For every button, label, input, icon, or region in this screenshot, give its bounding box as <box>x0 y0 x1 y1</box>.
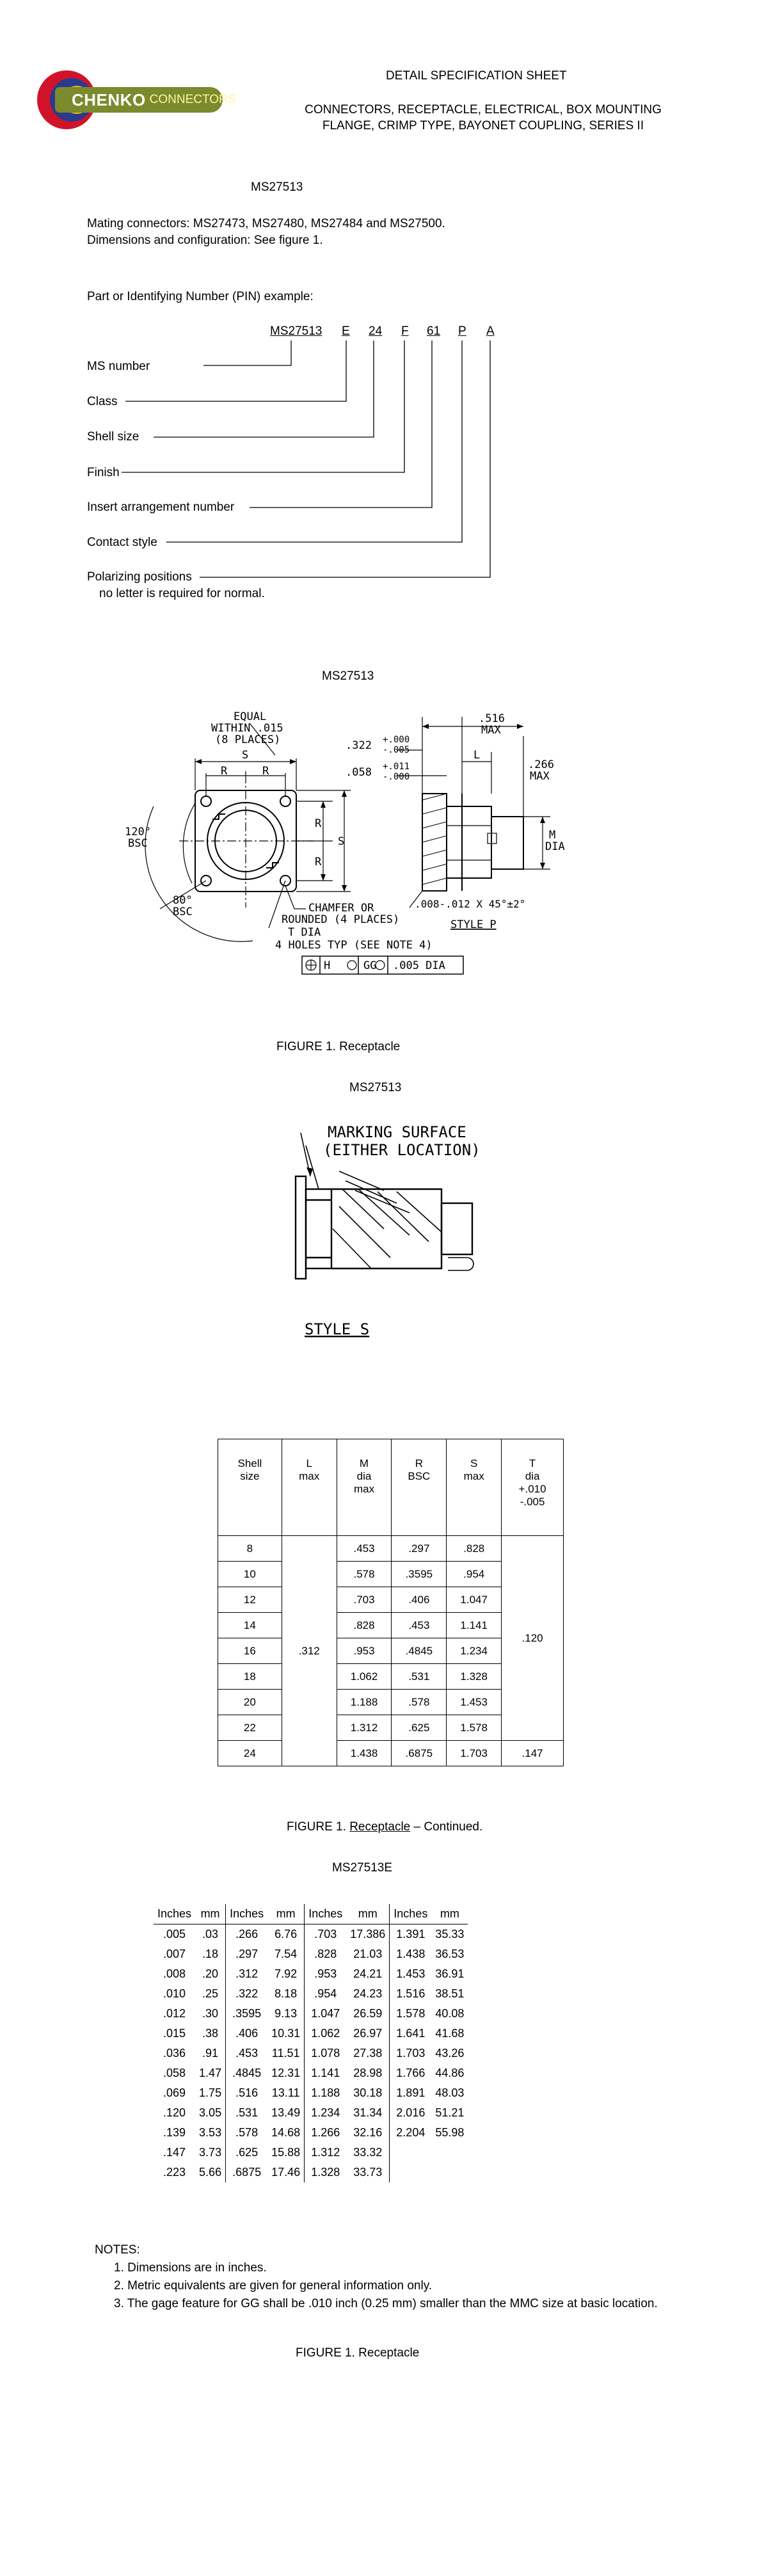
conversion-cell: 1.766 <box>390 2063 432 2083</box>
deg80-text: 80° <box>173 894 193 907</box>
pin-heading: Part or Identifying Number (PIN) example: <box>87 290 314 303</box>
conversion-cell: 1.891 <box>390 2083 432 2103</box>
final-caption: FIGURE 1. Receptacle <box>296 2346 420 2360</box>
conversion-cell: .625 <box>226 2143 268 2163</box>
title-line-1: CONNECTORS, RECEPTACLE, ELECTRICAL, BOX MOUNTING <box>305 103 662 116</box>
max2-text: MAX <box>530 770 550 783</box>
table-row: 12 .703 .406 1.047 <box>218 1587 564 1613</box>
r-right-text: R <box>262 765 269 778</box>
conversion-cell: 1.266 <box>305 2123 347 2143</box>
header-s: S max <box>447 1439 502 1536</box>
conversion-cell: 1.47 <box>199 2067 222 2079</box>
fc-h-text: H <box>324 959 331 972</box>
label-contact-style: Contact style <box>87 536 157 549</box>
conversion-cell: 30.18 <box>353 2086 383 2099</box>
conversion-cell: 1.453 <box>390 1964 432 1984</box>
conversion-cell: .015 <box>163 2027 186 2040</box>
conversion-cell: 33.73 <box>353 2166 383 2179</box>
conversion-cell: 13.11 <box>271 2086 300 2099</box>
pin-class: E <box>342 324 350 338</box>
tol-322a: +.000 <box>383 735 410 745</box>
conversion-cell: 26.97 <box>353 2027 383 2040</box>
table-row <box>154 2063 468 2083</box>
title-line-2: FLANGE, CRIMP TYPE, BAYONET COUPLING, SERIES II <box>322 119 644 132</box>
conversion-cell: 1.047 <box>305 2004 347 2024</box>
conversion-cell: .406 <box>226 2024 268 2044</box>
tol-322b: -.005 <box>383 745 410 755</box>
note-2: 2. Metric equivalents are given for general information only. <box>114 2279 433 2292</box>
conversion-cell: 35.33 <box>435 1928 465 1940</box>
conversion-cell: 1.141 <box>305 2063 347 2083</box>
bsc2-text: BSC <box>173 906 193 918</box>
table-row: 22 1.312 .625 1.578 <box>218 1715 564 1741</box>
conversion-cell: .38 <box>202 2027 219 2040</box>
conversion-cell: .069 <box>163 2086 186 2099</box>
table-row <box>154 2024 468 2044</box>
tol-058b: -.000 <box>383 772 410 782</box>
places-text: (8 PLACES) <box>215 733 281 746</box>
dim-266-text: .266 <box>528 758 554 771</box>
conversion-cell: 13.49 <box>271 2106 301 2119</box>
table-row <box>154 1924 468 1945</box>
header-t: T dia +.010 -.005 <box>502 1439 564 1536</box>
conversion-cell: .578 <box>226 2123 268 2143</box>
tdia-text: T DIA <box>288 926 321 939</box>
conversion-cell: 1.703 <box>390 2044 432 2063</box>
table-row: 24 1.438 .6875 1.703 .147 <box>218 1741 564 1766</box>
r-left-text: R <box>221 765 228 778</box>
conversion-cell: 1.391 <box>390 1924 432 1945</box>
dia-text: DIA <box>545 840 565 853</box>
shell-table-header-row <box>218 1439 564 1536</box>
max1-text: MAX <box>481 724 501 737</box>
conversion-cell: 36.91 <box>435 1967 465 1980</box>
conversion-header-row: Inches mm Inches mm Inches mm Inches mm <box>154 1904 468 1924</box>
dimensions-config: Dimensions and configuration: See figure 1. <box>87 234 323 247</box>
chamfer-text: CHAMFER OR <box>308 902 374 915</box>
conversion-cell: 1.328 <box>305 2163 347 2182</box>
notes-heading: NOTES: <box>95 2243 140 2257</box>
conversion-cell: .312 <box>226 1964 268 1984</box>
holes-text: 4 HOLES TYP (SEE NOTE 4) <box>275 939 433 952</box>
header-r: R BSC <box>392 1439 447 1536</box>
conversion-cell: 2.016 <box>390 2103 432 2123</box>
conversion-cell: .120 <box>163 2106 186 2119</box>
conversion-cell: .005 <box>163 1928 186 1940</box>
conversion-cell: .058 <box>163 2067 186 2079</box>
conversion-cell: 1.062 <box>305 2024 347 2044</box>
style-p-text: STYLE P <box>450 918 497 931</box>
conversion-cell: 2.204 <box>390 2123 432 2143</box>
conversion-cell: 24.21 <box>353 1967 383 1980</box>
table-row <box>154 2044 468 2063</box>
conversion-cell: .012 <box>163 2007 186 2020</box>
dim-058-text: .058 <box>346 766 372 779</box>
label-finish: Finish <box>87 466 120 479</box>
conversion-cell: .25 <box>202 1987 219 2000</box>
tol-058a: +.011 <box>383 762 410 772</box>
conversion-cell: 1.641 <box>390 2024 432 2044</box>
label-class: Class <box>87 395 118 408</box>
conversion-cell: 28.98 <box>353 2067 383 2079</box>
conversion-cell <box>390 2143 432 2163</box>
either-location-text: (EITHER LOCATION) <box>323 1141 481 1159</box>
note-3: 3. The gage feature for GG shall be .010 inch (0.25 mm) smaller than the MMC size at basic location. <box>114 2297 658 2310</box>
table-row <box>154 1984 468 2004</box>
conversion-cell: 55.98 <box>435 2126 465 2139</box>
note-1: 1. Dimensions are in inches. <box>114 2261 267 2275</box>
conversion-cell: .6875 <box>226 2163 268 2182</box>
fc-gg-text: GG <box>363 959 377 972</box>
m-text: M <box>549 829 556 842</box>
pin-polarizing: A <box>486 324 495 338</box>
style-s-text: STYLE S <box>305 1320 370 1338</box>
marking-surface-text: MARKING SURFACE <box>328 1123 466 1141</box>
figure1-caption-text: FIGURE 1. Receptacle <box>276 1040 401 1053</box>
conversion-cell: 3.53 <box>199 2126 222 2139</box>
conversion-cell: 41.68 <box>435 2027 465 2040</box>
notes-section <box>95 2243 658 2312</box>
conversion-cell: 32.16 <box>353 2126 383 2139</box>
conversion-cell: .703 <box>305 1924 347 1945</box>
t-value-cell-b: .147 <box>502 1741 564 1766</box>
conversion-cell: 43.26 <box>435 2047 465 2060</box>
table-row <box>154 1964 468 1984</box>
conversion-cell: 44.86 <box>435 2067 465 2079</box>
conversion-cell <box>431 2143 468 2163</box>
table-row: 16 .953 .4845 1.234 <box>218 1638 564 1664</box>
equal-text: EQUAL <box>234 710 267 723</box>
conversion-cell: 17.386 <box>350 1928 386 1940</box>
conversion-cell: 1.078 <box>305 2044 347 2063</box>
dim-322-text: .322 <box>346 739 372 752</box>
conversion-cell: 27.38 <box>353 2047 383 2060</box>
conversion-cell: .139 <box>163 2126 186 2139</box>
conversion-cell: 38.51 <box>435 1987 465 2000</box>
conversion-cell: 6.76 <box>275 1928 298 1940</box>
conversion-body <box>154 1924 468 2183</box>
s-top-text: S <box>242 749 249 762</box>
header-l: L max <box>282 1439 337 1536</box>
l-value-cell: .312 <box>282 1536 337 1766</box>
conversion-cell: 11.51 <box>271 2047 300 2060</box>
conversion-cell: 7.92 <box>275 1967 298 1980</box>
within-text: WITHIN .015 <box>211 722 283 735</box>
conversion-cell: 1.234 <box>305 2103 347 2123</box>
conversion-cell: 26.59 <box>353 2007 383 2020</box>
conversion-cell: .91 <box>202 2047 219 2060</box>
table-row <box>154 2143 468 2163</box>
conversion-cell: 14.68 <box>271 2126 301 2139</box>
conversion-cell: 24.23 <box>353 1987 383 2000</box>
rounded-text: ROUNDED (4 PLACES) <box>282 913 400 926</box>
conversion-cell: 1.578 <box>390 2004 432 2024</box>
conversion-cell: .18 <box>202 1948 219 1960</box>
conversion-cell: 1.438 <box>390 1944 432 1964</box>
conversion-cell: .036 <box>163 2047 186 2060</box>
conversion-cell: .953 <box>305 1964 347 1984</box>
mating-connectors: Mating connectors: MS27473, MS27480, MS27484 and MS27500. <box>87 217 445 230</box>
polarizing-note: no letter is required for normal. <box>99 587 265 600</box>
pin-ms-number: MS27513 <box>270 324 322 338</box>
conversion-title: MS27513E <box>332 1861 393 1875</box>
t-value-cell-a: .120 <box>502 1536 564 1741</box>
conversion-cell: 1.312 <box>305 2143 347 2163</box>
drawing1-title: MS27513 <box>322 669 374 683</box>
metric-conversion-table <box>154 1904 468 2182</box>
table-row: 14 .828 .453 1.141 <box>218 1613 564 1638</box>
conversion-cell: 21.03 <box>353 1948 383 1960</box>
logo-word: CHENKO <box>72 90 146 109</box>
table-row: 20 1.188 .578 1.453 <box>218 1690 564 1715</box>
conversion-cell: .008 <box>163 1967 186 1980</box>
conversion-cell: .223 <box>163 2166 186 2179</box>
label-ms-number: MS number <box>87 360 150 373</box>
conversion-cell: .4845 <box>226 2063 268 2083</box>
fc-tol-text: .005 DIA <box>393 959 445 972</box>
conversion-cell: .453 <box>226 2044 268 2063</box>
shell-size-table <box>218 1439 564 1766</box>
r-lower-text: R <box>315 856 322 868</box>
spec-number: MS27513 <box>251 180 303 194</box>
conversion-cell: 5.66 <box>199 2166 222 2179</box>
conversion-cell: .516 <box>226 2083 268 2103</box>
conversion-cell: 1.188 <box>305 2083 347 2103</box>
conversion-cell: .828 <box>305 1944 347 1964</box>
table-row <box>154 2004 468 2024</box>
figure1-continued-caption: FIGURE 1. Receptacle – Continued. <box>287 1820 483 1834</box>
table-row <box>154 2083 468 2103</box>
conversion-cell: 1.516 <box>390 1984 432 2004</box>
conversion-cell: .266 <box>226 1924 268 1945</box>
conversion-cell: .007 <box>163 1948 186 1960</box>
conversion-cell: 8.18 <box>275 1987 298 2000</box>
s-side-text: S <box>338 835 345 848</box>
conversion-cell: 1.75 <box>199 2086 222 2099</box>
pin-insert: 61 <box>427 324 441 338</box>
label-polarizing: Polarizing positions <box>87 570 192 584</box>
receptacle-link: Receptacle <box>349 1820 411 1834</box>
table-row <box>154 2123 468 2143</box>
conversion-cell: 7.54 <box>275 1948 298 1960</box>
conversion-cell: 15.88 <box>271 2146 301 2159</box>
table-row <box>154 1944 468 1964</box>
logo-sub: CONNECTORS <box>149 93 236 106</box>
conversion-cell: 9.13 <box>275 2007 298 2020</box>
table-row: 18 1.062 .531 1.328 <box>218 1664 564 1690</box>
dim-516-text: .516 <box>479 712 505 725</box>
conversion-cell: .010 <box>163 1987 186 2000</box>
table-row <box>154 2163 468 2182</box>
conversion-cell <box>431 2163 468 2182</box>
conversion-cell: 31.34 <box>353 2106 383 2119</box>
table-row: 8 .312 .453 .297 .828 .120 <box>218 1536 564 1562</box>
bsc1-text: BSC <box>128 837 148 850</box>
conversion-cell: 36.53 <box>435 1948 465 1960</box>
conversion-cell: .3595 <box>226 2004 268 2024</box>
conversion-cell: 48.03 <box>435 2086 465 2099</box>
conversion-cell: 51.21 <box>435 2106 465 2119</box>
chamfer-dim-text: .008-.012 X 45°±2° <box>415 898 526 910</box>
conversion-cell: 17.46 <box>271 2166 301 2179</box>
conversion-cell: 12.31 <box>271 2067 301 2079</box>
conversion-cell: 33.32 <box>353 2146 383 2159</box>
conversion-cell: .297 <box>226 1944 268 1964</box>
sheet-type: DETAIL SPECIFICATION SHEET <box>386 69 567 83</box>
conversion-cell: .954 <box>305 1984 347 2004</box>
conversion-cell: 3.05 <box>199 2106 222 2119</box>
conversion-cell: 10.31 <box>271 2027 301 2040</box>
pin-contact-style: P <box>458 324 466 338</box>
deg120-text: 120° <box>125 826 151 838</box>
table-row <box>154 2103 468 2123</box>
conversion-cell: .03 <box>202 1928 219 1940</box>
table-row: 10 .578 .3595 .954 <box>218 1562 564 1587</box>
conversion-cell: 40.08 <box>435 2007 465 2020</box>
conversion-cell: .322 <box>226 1984 268 2004</box>
header-m: M dia max <box>337 1439 392 1536</box>
conversion-cell: 3.73 <box>199 2146 222 2159</box>
drawing2-title: MS27513 <box>349 1081 402 1094</box>
l-text: L <box>474 749 481 762</box>
conversion-cell: .147 <box>163 2146 186 2159</box>
pin-shell-size: 24 <box>369 324 383 338</box>
conversion-cell: .30 <box>202 2007 219 2020</box>
header-shell: Shell size <box>218 1439 282 1536</box>
conversion-cell: .20 <box>202 1967 219 1980</box>
r-upper-text: R <box>315 817 322 830</box>
conversion-cell <box>390 2163 432 2182</box>
label-shell-size: Shell size <box>87 430 139 444</box>
label-insert: Insert arrangement number <box>87 500 235 514</box>
conversion-cell: .531 <box>226 2103 268 2123</box>
pin-finish: F <box>401 324 409 338</box>
